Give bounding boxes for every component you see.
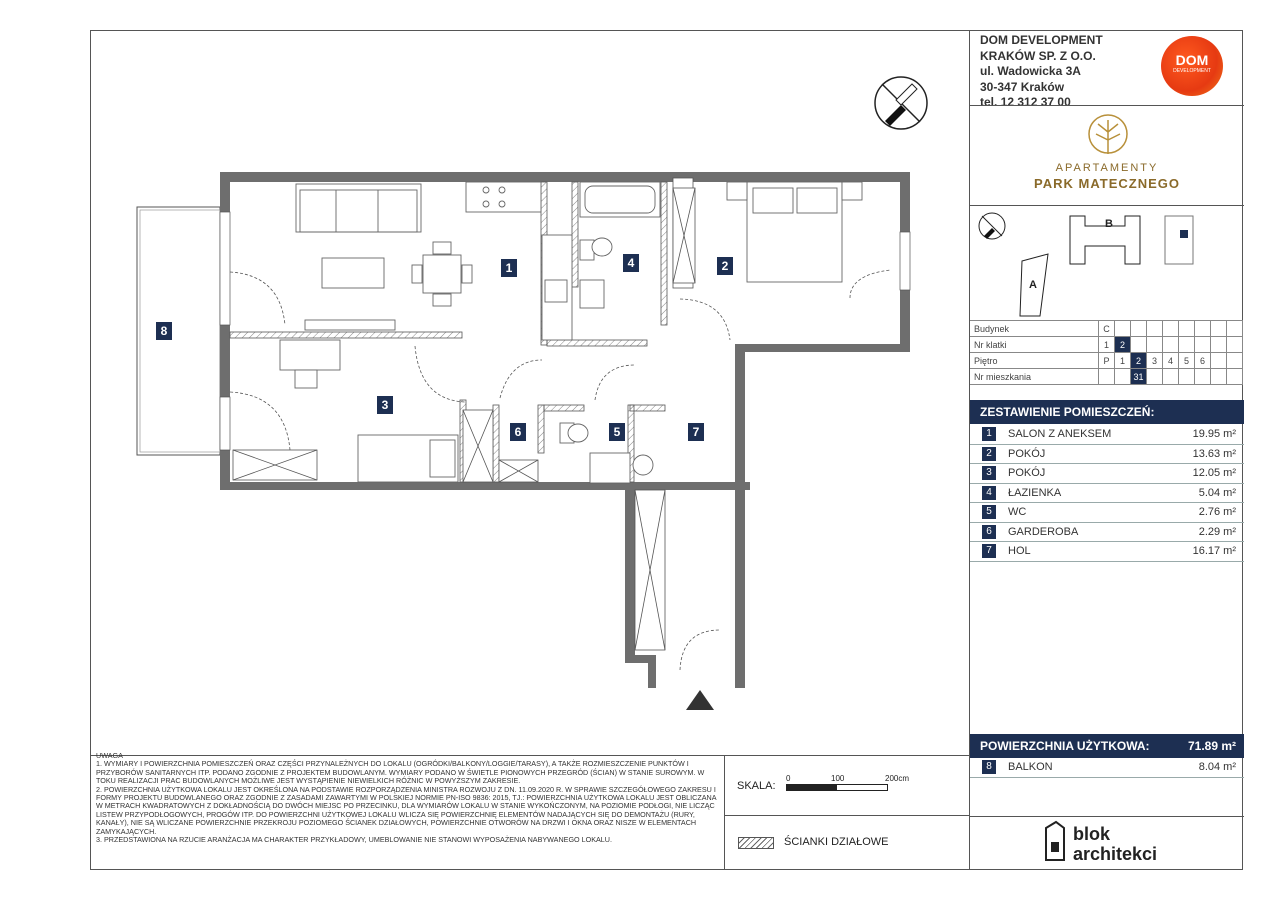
list-item: 1 SALON Z ANEKSEM 19.95 m² <box>970 425 1244 445</box>
architect-name: blok architekci <box>1073 824 1158 864</box>
plan-label-1: 1 <box>501 259 517 277</box>
list-item: 5 WC 2.76 m² <box>970 503 1244 523</box>
list-item: 3 POKÓJ 12.05 m² <box>970 464 1244 484</box>
list-item: 7 HOL 16.17 m² <box>970 542 1244 562</box>
project-line1: APARTAMENTY <box>1055 162 1159 174</box>
notes-block: UWAGA 1. WYMIARY I POWIERZCHNIA POMIESZCZEŃ ORAZ CZĘŚCI PRZYNALEŻNYCH DO LOKALU (OGRÓDKI/BALKONY/LOGGIE/TARASY), A TAKŻE ROZMIESZCZENIE PUNKTÓW I PRZYBORÓW SANITARNYCH ITP. PODANO ZGODNIE Z PROJEKTEM BUDOWLANYM. WYMIARY PODANO W ŚWIETLE PIONOWYCH PRZEGRÓD (ŚCIAN) W STANIE SUROWYM. W TOKU REALIZACJI PRAC BUDOWLANYCH MOŻLIWE JEST WYSTĄPIENIE NIEWIELKICH RÓŻNIC W POWYŻSZYM ZAKRESIE. 2. POWIERZCHNIA UŻYTKOWA LOKALU JEST OKREŚLONA NA PODSTAWIE ROZPORZĄDZENIA MINISTRA ROZWOJU Z DN. 11.09.2020 R. W SPRAWIE SZCZEGÓŁOWEGO ZAKRESU I FORMY PROJEKTU BUDOWLANEGO ORAZ ZGODNIE Z ZASADAMI ZAWARTYMI W POLSKIEJ NORMIE PN-ISO 9836: 2015, TJ.: POWIERZCHNIA UŻYTKOWA LOKALU JEST OBLICZANA W METRACH KWADRATOWYCH Z DOKŁADNOŚCIĄ DO DWÓCH MIEJSC PO PRZECINKU, DLA WYMIARÓW LOKALU W STANIE WYKOŃCZONYM, NA POZIOMIE PODŁOGI, NIE LICZĄC LISTEW PRZYPODŁOGOWYCH, PROGÓW ITP. DO POWIERZCHNI UŻYTKOWEJ LOKALU WLICZA SIĘ POWIERZCHNIĘ ELEMENTÓW NADAJĄCYCH SIĘ DO DEMONTAŻU (RURY, KANAŁY), NIE SĄ WLICZANE POWIERZCHNIE PRZEKROJU POZIOMEGO ŚCIANEK DZIAŁOWYCH, POWIERZCHNIE OTWORÓW NA DRZWI I OKNA ORAZ NISZE W ELEMENTACH ZAMYKAJĄCYCH. 3. PRZEDSTAWIONA NA RZUCIE ARANŻACJA MA CHARAKTER PRZYKŁADOWY, UMEBLOWANIE NIE STANOWI WYPOSAŻENIA NABYWANEGO LOKALU. <box>96 751 717 845</box>
list-item: 2 POKÓJ 13.63 m² <box>970 445 1244 465</box>
entrance-icon <box>686 690 714 710</box>
company-address: DOM DEVELOPMENT KRAKÓW SP. Z O.O. ul. Wadowicka 3A 30-347 Kraków tel. 12 312 37 00 <box>980 33 1103 109</box>
north-arrow-icon <box>875 77 927 129</box>
park-tree-logo-icon <box>1086 112 1130 162</box>
legend-label: ŚCIANKI DZIAŁOWE <box>784 836 889 848</box>
blok-architekci-logo-icon <box>1042 820 1068 864</box>
keyplan-label-a: A <box>1029 279 1037 291</box>
apartment-info-table: Budynek C Nr klatki 1 2 Piętro P 1 2 3 4 5 6 Nr mieszkania 31 <box>970 320 1243 385</box>
plan-label-8: 8 <box>156 322 172 340</box>
keyplan-label-b: B <box>1105 218 1113 230</box>
balcony <box>137 207 220 455</box>
plan-label-6: 6 <box>510 423 526 441</box>
scale-bar <box>786 784 888 791</box>
total-area: POWIERZCHNIA UŻYTKOWA: 71.89 m² <box>970 734 1244 758</box>
scale-label: SKALA: <box>737 780 776 792</box>
plan-label-7: 7 <box>688 423 704 441</box>
plan-label-3: 3 <box>377 396 393 414</box>
plan-label-4: 4 <box>623 254 639 272</box>
title-block <box>969 30 1243 870</box>
plan-label-5: 5 <box>609 423 625 441</box>
balcony-row: 8 BALKON 8.04 m² <box>970 758 1244 778</box>
rooms-list <box>970 425 1244 562</box>
plan-label-2: 2 <box>717 257 733 275</box>
list-item: 6 GARDEROBA 2.29 m² <box>970 523 1244 543</box>
project-name: PARK MATECZNEGO <box>1034 176 1180 191</box>
floor-plan <box>90 30 969 752</box>
partition-legend-icon <box>738 837 774 849</box>
rooms-header: ZESTAWIENIE POMIESZCZEŃ: <box>970 400 1244 424</box>
list-item: 4 ŁAZIENKA 5.04 m² <box>970 484 1244 504</box>
dom-development-logo: DOM DEVELOPMENT <box>1161 36 1223 96</box>
